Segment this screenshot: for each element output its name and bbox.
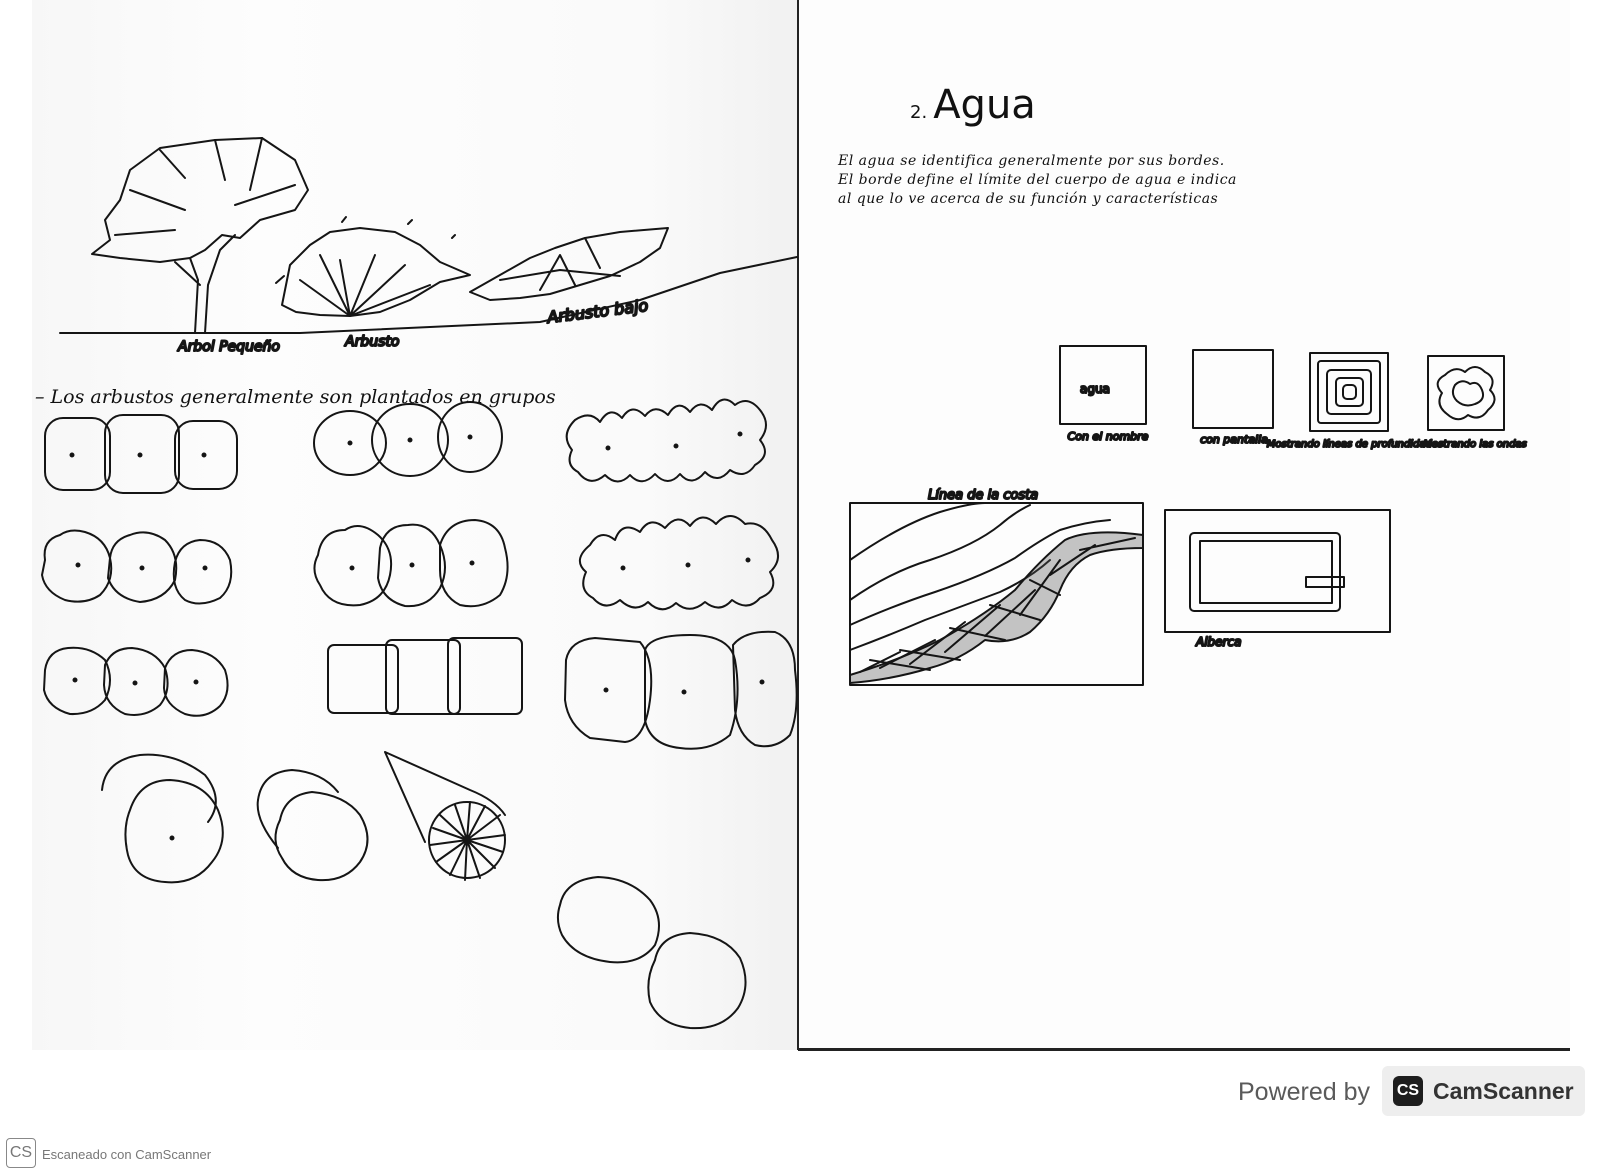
water-symbol-waves <box>1428 356 1504 430</box>
paragraph-line-2: El borde define el límite del cuerpo de agua e indica <box>838 172 1237 188</box>
section-title <box>910 82 1036 128</box>
shrub-group-row2-a <box>42 531 231 604</box>
camscanner-footer-icon: CS <box>6 1138 36 1168</box>
label-coastline: Línea de la costa <box>928 488 1039 503</box>
shrub-group-row1-a <box>45 415 237 493</box>
shrub-group-row1-b <box>314 402 502 476</box>
caption-with-name: Con el nombre <box>1067 430 1149 443</box>
low-shrub-drawing <box>470 228 668 300</box>
label-small-tree: Arbol Pequeño <box>178 339 280 355</box>
shrub-group-row3-b <box>328 638 522 714</box>
section-number: 2. <box>910 102 928 123</box>
paragraph-line-1: El agua se identifica generalmente por sus bordes. <box>838 153 1225 169</box>
shrub-group-row2-b <box>314 520 507 606</box>
shrub-group-row3-c <box>565 632 797 749</box>
water-paragraph <box>838 152 1237 209</box>
paragraph-line-3: al que lo ve acerca de su función y características <box>838 191 1219 207</box>
ground-line <box>60 257 797 333</box>
shrub-group-row1-c <box>567 400 766 482</box>
powered-by-text: Powered by <box>1238 1078 1371 1106</box>
label-low-shrub: Arbusto bajo <box>546 295 650 327</box>
overlap-symbols-row5 <box>558 877 746 1028</box>
shrub-group-row3-a <box>44 648 228 716</box>
coastline-drawing <box>850 503 1143 685</box>
shrub-group-note: – Los arbustos generalmente son plantados en grupos <box>35 386 556 408</box>
caption-depth-lines: Mostrando líneas de profundidades <box>1266 439 1444 450</box>
shrub-group-row2-c <box>580 516 778 609</box>
water-symbol-inner-text: agua <box>1080 382 1110 396</box>
water-symbol-depth-lines <box>1310 353 1388 431</box>
overlap-symbols-row4 <box>102 752 505 882</box>
caption-with-screen: con pantalla <box>1200 433 1268 446</box>
scanned-with-text: Escaneado con CamScanner <box>42 1147 212 1162</box>
camscanner-logo-icon: CS <box>1393 1076 1423 1106</box>
label-shrub: Arbusto <box>345 334 400 350</box>
label-pool: Alberca <box>1196 635 1242 649</box>
camscanner-badge[interactable] <box>1382 1066 1585 1116</box>
section-title-text: Agua <box>933 82 1036 128</box>
shrub-drawing <box>276 217 470 316</box>
caption-waves: Mostrando las ondas <box>1423 439 1527 450</box>
pool-drawing <box>1165 510 1390 632</box>
camscanner-brand-name: CamScanner <box>1433 1077 1574 1104</box>
water-symbol-with-screen <box>1193 350 1273 428</box>
small-tree-drawing <box>92 138 308 333</box>
